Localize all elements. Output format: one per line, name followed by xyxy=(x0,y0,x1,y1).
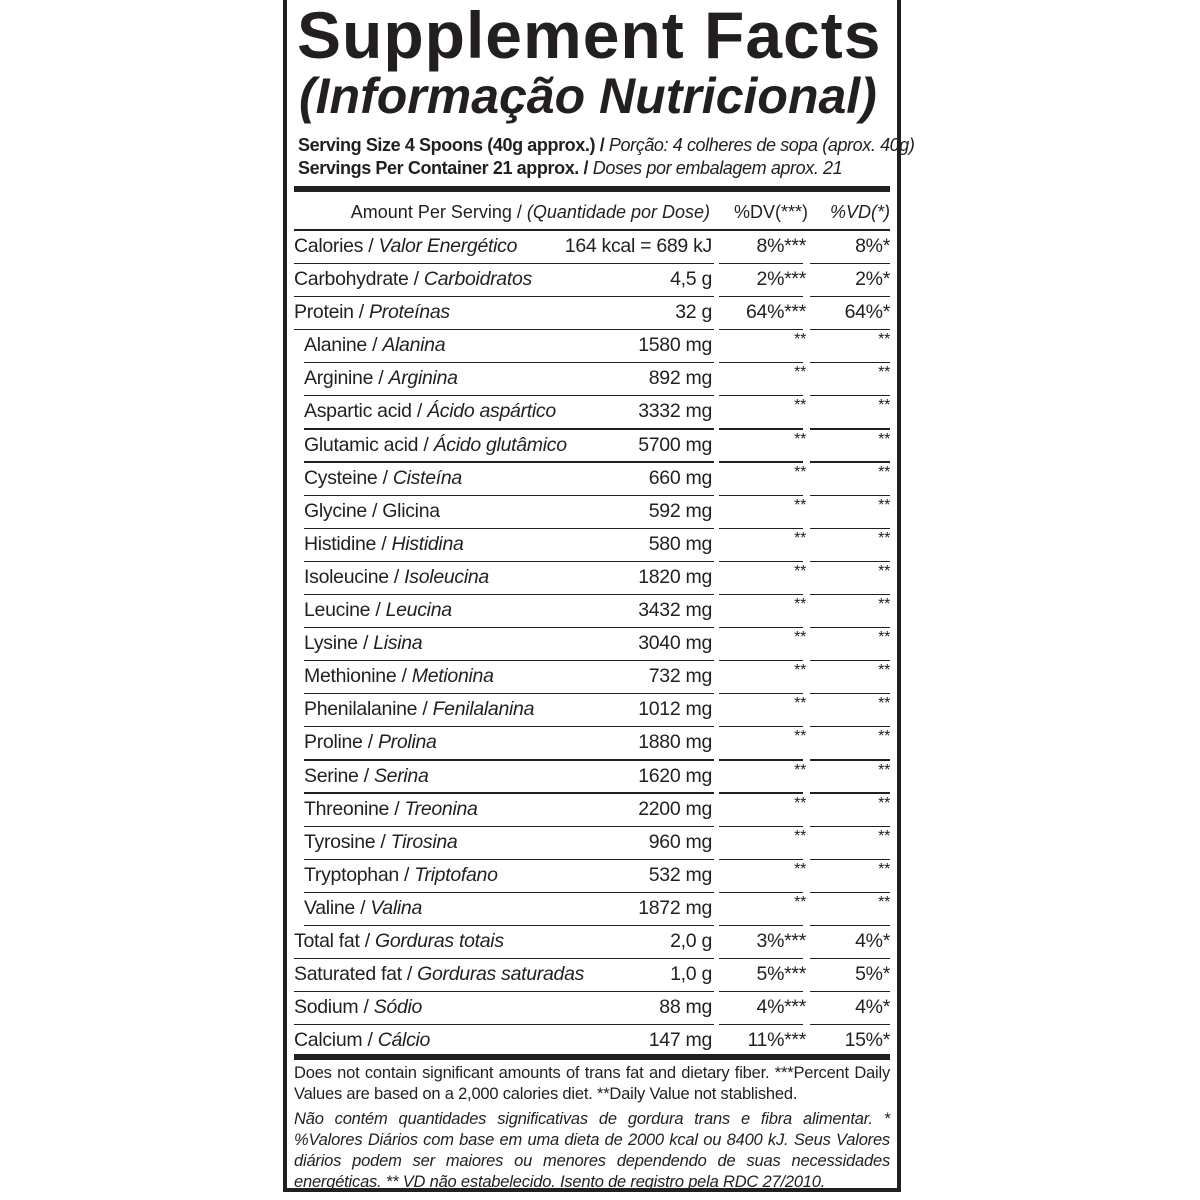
nutrient-vd: ** xyxy=(878,496,890,514)
table-row xyxy=(294,595,890,628)
nutrient-name: Glutamic acid / Ácido glutâmico xyxy=(304,433,567,456)
footnote-pt: Não contém quantidades significativas de gordura trans e fibra alimentar. * %Valores Diários com base em uma dieta de 2000 kcal ou 8400 kJ. Seus Valores diários podem ser maiores ou menores dependendo de suas necessidades energéticas. ** VD não estabelecido. Isento de registro pela RDC 27/2010. xyxy=(294,1110,890,1191)
table-row xyxy=(294,430,890,463)
nutrient-name: Alanine / Alanina xyxy=(304,334,446,357)
nutrient-dv: ** xyxy=(794,364,806,382)
thick-divider xyxy=(294,186,890,192)
nutrient-vd: ** xyxy=(878,529,890,547)
nutrient-dv: ** xyxy=(794,893,806,911)
nutrient-vd: 4%* xyxy=(855,929,890,952)
nutrient-name-pt: Ácido glutâmico xyxy=(433,433,567,456)
table-row xyxy=(294,761,890,794)
table-row xyxy=(294,231,890,264)
nutrient-amount: 732 mg xyxy=(648,665,712,688)
nutrient-name-pt: Ácido aspártico xyxy=(427,400,556,423)
nutrient-name-pt: Cálcio xyxy=(377,1029,431,1052)
nutrient-amount: 580 mg xyxy=(648,532,712,555)
nutrient-name: Sodium / Sódio xyxy=(294,996,423,1019)
nutrient-vd: ** xyxy=(878,662,890,680)
nutrient-dv: 4%*** xyxy=(756,996,806,1019)
footnote-en: Does not contain significant amounts of trans fat and dietary fiber. ***Percent Daily Values are based on a 2,000 calories diet. **Daily Value not stablished. xyxy=(294,1064,890,1103)
nutrient-name-en: Sodium xyxy=(294,996,359,1019)
nutrient-name-pt: Carboidratos xyxy=(423,268,532,291)
thick-divider-bottom xyxy=(294,1054,890,1060)
nutrient-name-pt: Gorduras totais xyxy=(374,929,504,952)
nutrient-name-pt: Isoleucina xyxy=(404,565,489,588)
nutrient-dv: ** xyxy=(794,331,806,349)
nutrient-name-en: Calories xyxy=(294,235,364,257)
servings-per-container-pt: Doses por embalagem aprox. 21 xyxy=(592,158,843,178)
nutrient-amount: 1872 mg xyxy=(638,896,712,919)
nutrient-name-pt: Prolina xyxy=(377,731,437,754)
nutrient-name: Calories / Valor Energético xyxy=(294,235,518,257)
nutrient-vd: 4%* xyxy=(855,996,890,1019)
nutrient-name-en: Arginine xyxy=(304,367,374,390)
nutrient-name: Arginine / Arginina xyxy=(304,367,458,390)
nutrient-dv: ** xyxy=(794,596,806,614)
nutrient-name-en: Phenilalanine xyxy=(304,698,418,721)
nutrient-name: Calcium / Cálcio xyxy=(294,1029,431,1052)
table-row xyxy=(294,264,890,297)
nutrient-name-en: Calcium xyxy=(294,1029,363,1052)
nutrient-amount: 5700 mg xyxy=(638,433,712,456)
nutrient-vd: ** xyxy=(878,562,890,580)
nutrient-vd: ** xyxy=(878,596,890,614)
nutrient-amount: 88 mg xyxy=(659,996,712,1019)
nutrient-name-en: Glycine xyxy=(304,499,367,522)
nutrient-amount: 164 kcal = 689 kJ xyxy=(564,235,712,257)
nutrient-amount: 1620 mg xyxy=(638,764,712,787)
nutrient-dv: 3%*** xyxy=(756,929,806,952)
table-row xyxy=(294,893,890,926)
nutrient-vd: ** xyxy=(878,629,890,647)
nutrient-vd: ** xyxy=(878,463,890,481)
nutrient-name: Histidine / Histidina xyxy=(304,532,464,555)
nutrient-dv: ** xyxy=(794,562,806,580)
nutrient-name-en: Carbohydrate xyxy=(294,268,409,291)
nutrient-name-pt: Glicina xyxy=(382,499,440,522)
nutrient-name: Proline / Prolina xyxy=(304,731,437,754)
table-row xyxy=(294,363,890,396)
nutrient-name: Isoleucine / Isoleucina xyxy=(304,565,489,588)
nutrient-name: Serine / Serina xyxy=(304,764,429,787)
nutrient-name: Tyrosine / Tirosina xyxy=(304,830,458,853)
nutrient-dv: 8%*** xyxy=(756,235,806,257)
nutrient-dv: ** xyxy=(794,860,806,878)
nutrient-name-pt: Treonina xyxy=(404,797,478,820)
nutrient-name-pt: Fenilalanina xyxy=(432,698,535,721)
serving-size xyxy=(298,134,915,156)
servings-per-container-separator: / xyxy=(583,158,589,178)
table-row xyxy=(294,992,890,1025)
nutrient-name: Tryptophan / Triptofano xyxy=(304,863,498,886)
nutrient-name-pt: Proteínas xyxy=(369,301,450,324)
nutrient-name-en: Glutamic acid xyxy=(304,433,419,456)
serving-size-separator: / xyxy=(599,135,605,155)
nutrient-name-en: Protein xyxy=(294,301,354,324)
nutrient-dv: 64%*** xyxy=(746,301,806,324)
nutrient-vd: ** xyxy=(878,331,890,349)
nutrient-name-pt: Gorduras saturadas xyxy=(417,963,585,986)
nutrient-dv: ** xyxy=(794,529,806,547)
nutrient-dv: ** xyxy=(794,397,806,415)
nutrient-name: Valine / Valina xyxy=(304,896,423,919)
nutrient-name-pt: Arginina xyxy=(388,367,458,390)
nutrient-amount: 660 mg xyxy=(648,466,712,489)
table-row xyxy=(294,463,890,496)
nutrient-vd: ** xyxy=(878,728,890,746)
nutrient-dv: 11%*** xyxy=(747,1029,806,1052)
table-row xyxy=(294,562,890,595)
nutrient-name: Methionine / Metionina xyxy=(304,665,494,688)
nutrient-name-pt: Histidina xyxy=(391,532,464,555)
nutrient-name: Total fat / Gorduras totais xyxy=(294,929,504,952)
nutrient-dv: ** xyxy=(794,794,806,812)
nutrient-name: Glycine / Glicina xyxy=(304,499,440,522)
nutrient-name: Cysteine / Cisteína xyxy=(304,466,462,489)
nutrient-table xyxy=(294,231,890,1058)
nutrient-amount: 2,0 g xyxy=(670,929,712,952)
nutrient-amount: 532 mg xyxy=(648,863,712,886)
nutrient-name-en: Threonine xyxy=(304,797,390,820)
nutrient-name-en: Leucine xyxy=(304,599,371,622)
nutrient-amount: 1580 mg xyxy=(638,334,712,357)
nutrient-name: Saturated fat / Gorduras saturadas xyxy=(294,963,585,986)
nutrient-name-en: Aspartic acid xyxy=(304,400,412,423)
nutrient-name-pt: Leucina xyxy=(385,599,452,622)
nutrient-name-pt: Lisina xyxy=(373,632,423,655)
nutrient-name-en: Methionine xyxy=(304,665,397,688)
nutrient-name: Phenilalanine / Fenilalanina xyxy=(304,698,535,721)
table-row xyxy=(294,694,890,727)
nutrient-amount: 1012 mg xyxy=(638,698,712,721)
nutrient-name-pt: Sódio xyxy=(373,996,423,1019)
nutrient-name: Lysine / Lisina xyxy=(304,632,423,655)
nutrient-vd: ** xyxy=(878,794,890,812)
nutrient-dv: ** xyxy=(794,463,806,481)
nutrient-amount: 1820 mg xyxy=(638,565,712,588)
nutrient-vd: 8%* xyxy=(855,235,890,257)
nutrient-name-pt: Triptofano xyxy=(414,863,498,886)
nutrient-name: Threonine / Treonina xyxy=(304,797,478,820)
nutrient-name-pt: Valor Energético xyxy=(378,235,518,257)
nutrient-name: Protein / Proteínas xyxy=(294,301,450,324)
nutrient-amount: 32 g xyxy=(675,301,712,324)
nutrient-name-pt: Alanina xyxy=(382,334,446,357)
nutrient-name-pt: Cisteína xyxy=(392,466,462,489)
table-row xyxy=(294,959,890,992)
nutrient-amount: 1,0 g xyxy=(670,963,712,986)
table-row xyxy=(294,496,890,529)
header-amount xyxy=(351,200,710,224)
nutrient-dv: ** xyxy=(794,827,806,845)
table-row xyxy=(294,860,890,893)
nutrient-vd: 5%* xyxy=(855,963,890,986)
table-row xyxy=(294,330,890,363)
nutrient-name-en: Tyrosine xyxy=(304,830,376,853)
nutrient-name-en: Tryptophan xyxy=(304,863,399,886)
nutrient-name: Carbohydrate / Carboidratos xyxy=(294,268,532,291)
nutrient-vd: ** xyxy=(878,397,890,415)
nutrient-amount: 2200 mg xyxy=(638,797,712,820)
nutrient-name-en: Histidine xyxy=(304,532,377,555)
servings-per-container-label: Servings Per Container 21 approx. xyxy=(298,158,579,178)
nutrient-name: Leucine / Leucina xyxy=(304,599,452,622)
nutrient-name: Aspartic acid / Ácido aspártico xyxy=(304,400,556,423)
nutrient-name-pt: Serina xyxy=(373,764,429,787)
nutrient-dv: ** xyxy=(794,430,806,448)
table-row xyxy=(294,727,890,760)
header-amount-pt: (Quantidade por Dose) xyxy=(526,202,710,222)
nutrient-name-en: Valine xyxy=(304,896,355,919)
nutrient-vd: 64%* xyxy=(844,301,890,324)
nutrient-amount: 147 mg xyxy=(648,1029,712,1052)
nutrient-amount: 960 mg xyxy=(648,830,712,853)
table-row xyxy=(294,396,890,429)
nutrient-dv: ** xyxy=(794,629,806,647)
nutrient-name-pt: Valina xyxy=(370,896,423,919)
table-header xyxy=(294,200,890,226)
nutrient-vd: ** xyxy=(878,695,890,713)
nutrient-name-en: Total fat xyxy=(294,929,360,952)
nutrient-amount: 3040 mg xyxy=(638,632,712,655)
nutrient-amount: 3432 mg xyxy=(638,599,712,622)
nutrient-amount: 1880 mg xyxy=(638,731,712,754)
nutrient-name-pt: Tirosina xyxy=(390,830,458,853)
table-row xyxy=(294,529,890,562)
nutrient-vd: ** xyxy=(878,893,890,911)
serving-size-label: Serving Size 4 Spoons (40g approx.) xyxy=(298,135,596,155)
nutrient-amount: 3332 mg xyxy=(638,400,712,423)
nutrient-name-en: Cysteine xyxy=(304,466,378,489)
nutrient-vd: ** xyxy=(878,827,890,845)
page-title: Supplement Facts xyxy=(297,0,882,72)
nutrient-amount: 4,5 g xyxy=(670,268,712,291)
nutrient-vd: ** xyxy=(878,430,890,448)
nutrient-dv: ** xyxy=(794,728,806,746)
nutrient-name-en: Lysine xyxy=(304,632,358,655)
nutrient-amount: 592 mg xyxy=(648,499,712,522)
nutrient-vd: 15%* xyxy=(844,1029,890,1052)
nutrient-dv: ** xyxy=(794,761,806,779)
header-dv: %DV(***) xyxy=(733,202,808,222)
nutrient-dv: 5%*** xyxy=(756,963,806,986)
header-vd: %VD(*) xyxy=(829,202,890,222)
nutrient-amount: 892 mg xyxy=(648,367,712,390)
nutrient-name-en: Alanine xyxy=(304,334,367,357)
table-row xyxy=(294,926,890,959)
nutrient-vd: ** xyxy=(878,761,890,779)
table-row xyxy=(294,794,890,827)
table-row xyxy=(294,628,890,661)
nutrient-name-en: Serine xyxy=(304,764,359,787)
servings-per-container xyxy=(298,157,842,179)
serving-size-pt: Porção: 4 colheres de sopa (aprox. 40g) xyxy=(608,135,915,155)
table-row xyxy=(294,297,890,330)
nutrient-name-en: Isoleucine xyxy=(304,565,389,588)
nutrient-name-en: Proline xyxy=(304,731,363,754)
page-subtitle: (Informação Nutricional) xyxy=(299,68,877,124)
nutrient-dv: ** xyxy=(794,662,806,680)
header-amount-en: Amount Per Serving / xyxy=(350,202,522,222)
nutrient-dv: 2%*** xyxy=(756,268,806,291)
nutrient-name-en: Saturated fat xyxy=(294,963,402,986)
nutrient-dv: ** xyxy=(794,695,806,713)
table-row xyxy=(294,661,890,694)
nutrient-dv: ** xyxy=(794,496,806,514)
nutrient-vd: ** xyxy=(878,860,890,878)
nutrient-vd: 2%* xyxy=(855,268,890,291)
nutrient-vd: ** xyxy=(878,364,890,382)
table-row xyxy=(294,827,890,860)
nutrient-name-pt: Metionina xyxy=(411,665,494,688)
